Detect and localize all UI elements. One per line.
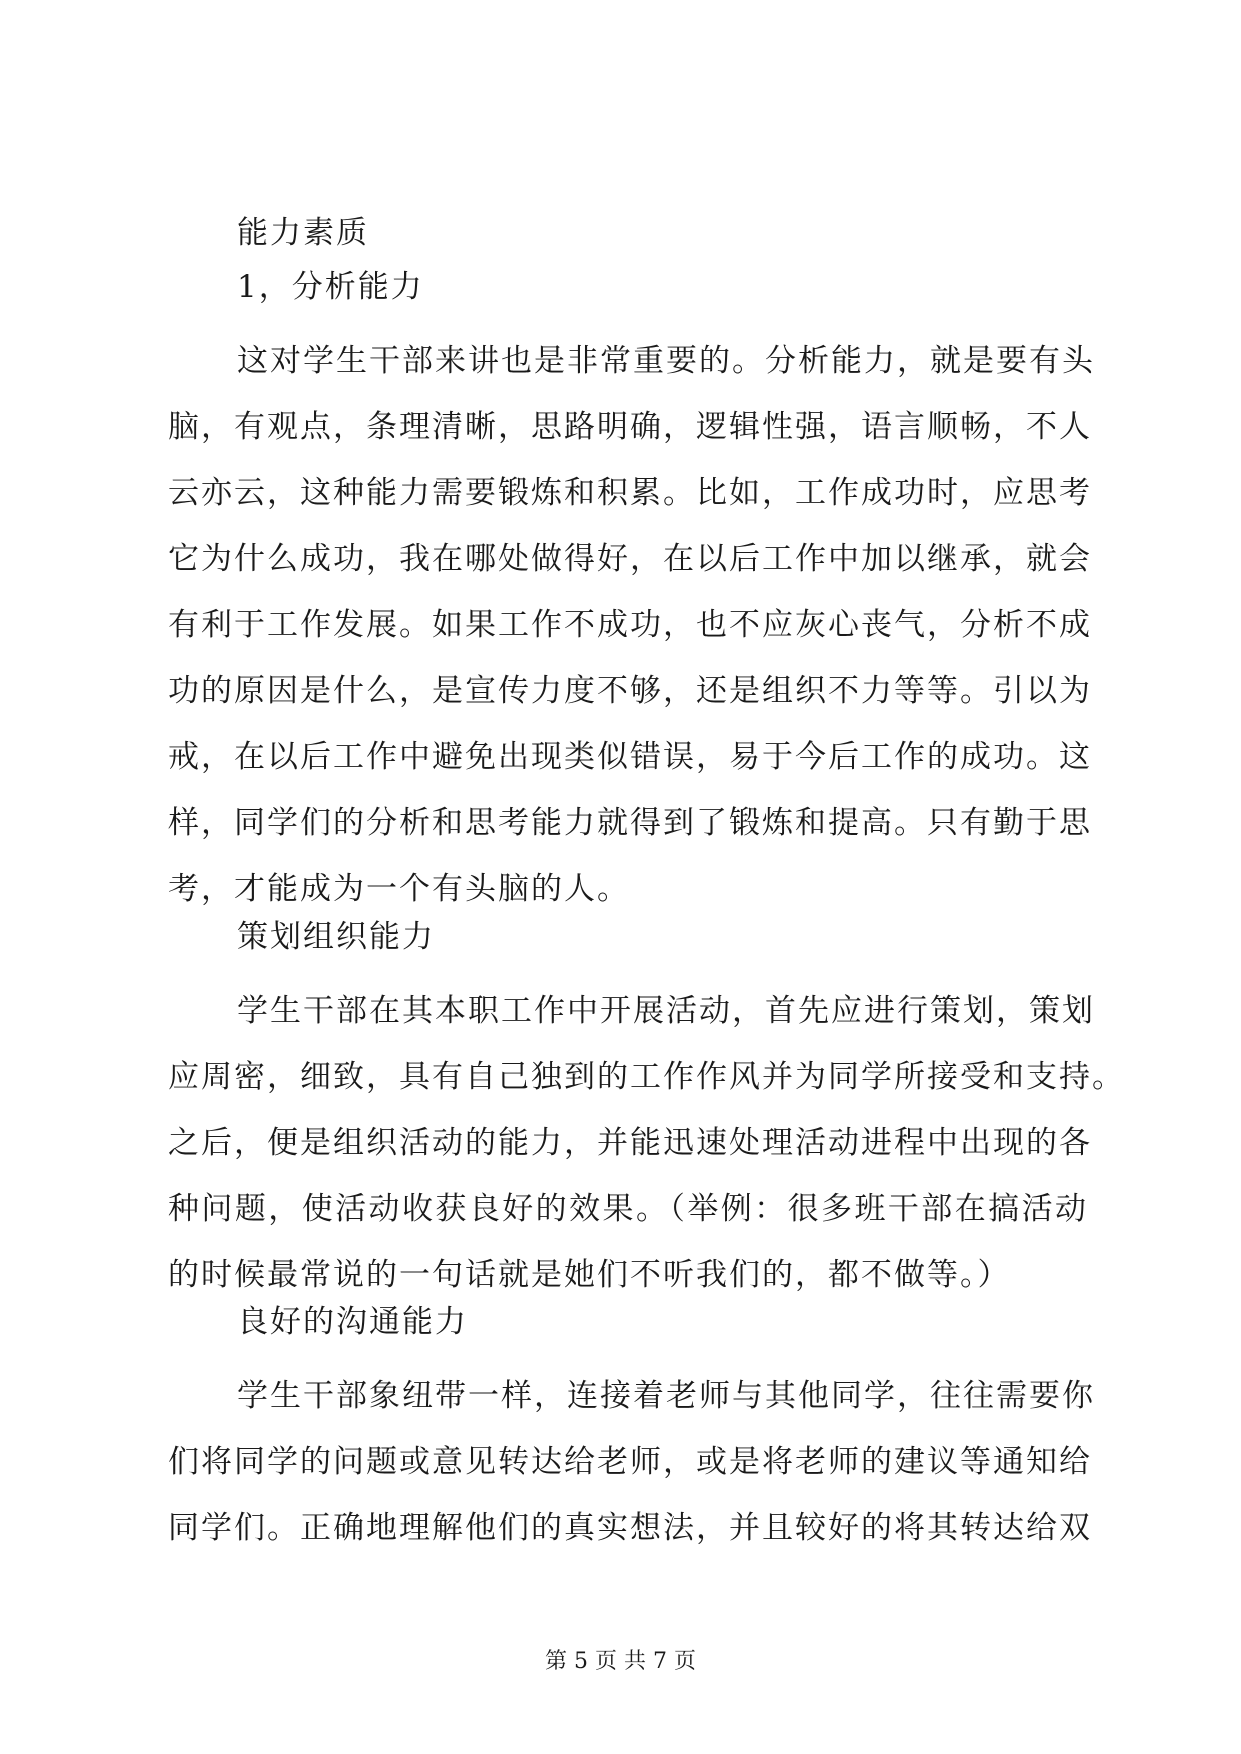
paragraph-communication — [168, 1363, 1095, 1561]
paragraph-line: 戒，在以后工作中避免出现类似错误，易于今后工作的成功。这 — [168, 739, 1092, 775]
paragraph-line: 脑，有观点，条理清晰，思路明确，逻辑性强，语言顺畅，不人 — [168, 409, 1092, 445]
paragraph-line: 学生干部在其本职工作中开展活动，首先应进行策划，策划 — [237, 993, 1095, 1029]
paragraph-line: 们将同学的问题或意见转达给老师，或是将老师的建议等通知给 — [168, 1444, 1092, 1480]
heading-ability-quality: 能力素质 — [237, 215, 369, 251]
paragraph-line: 的时候最常说的一句话就是她们不听我们的，都不做等。） — [168, 1257, 1011, 1293]
paragraph-line: 之后，便是组织活动的能力，并能迅速处理活动进程中出现的各 — [168, 1125, 1092, 1161]
heading-planning-ability: 策划组织能力 — [237, 919, 435, 955]
paragraph-line: 种问题，使活动收获良好的效果。（举例：很多班干部在搞活动 — [168, 1191, 1088, 1227]
paragraph-line: 样，同学们的分析和思考能力就得到了锻炼和提高。只有勤于思 — [168, 805, 1092, 841]
paragraph-line: 有利于工作发展。如果工作不成功，也不应灰心丧气，分析不成 — [168, 607, 1092, 643]
paragraph-line: 它为什么成功，我在哪处做得好，在以后工作中加以继承，就会 — [168, 541, 1092, 577]
paragraph-line: 这对学生干部来讲也是非常重要的。分析能力，就是要有头 — [237, 343, 1095, 379]
paragraph-line: 应周密，细致，具有自己独到的工作作风并为同学所接受和支持。 — [168, 1059, 1125, 1095]
heading-analysis-ability: 1，分析能力 — [237, 269, 424, 305]
paragraph-line: 功的原因是什么，是宣传力度不够，还是组织不力等等。引以为 — [168, 673, 1092, 709]
paragraph-line: 学生干部象纽带一样，连接着老师与其他同学，往往需要你 — [237, 1378, 1095, 1414]
paragraph-planning — [168, 978, 1125, 1308]
paragraph-line: 考，才能成为一个有头脑的人。 — [168, 871, 630, 907]
page-number-footer: 第 5 页 共 7 页 — [545, 1649, 696, 1674]
heading-communication-ability: 良好的沟通能力 — [237, 1304, 468, 1340]
paragraph-analysis — [168, 328, 1095, 922]
paragraph-line: 云亦云，这种能力需要锻炼和积累。比如，工作成功时，应思考 — [168, 475, 1092, 511]
paragraph-line: 同学们。正确地理解他们的真实想法，并且较好的将其转达给双 — [168, 1510, 1092, 1546]
